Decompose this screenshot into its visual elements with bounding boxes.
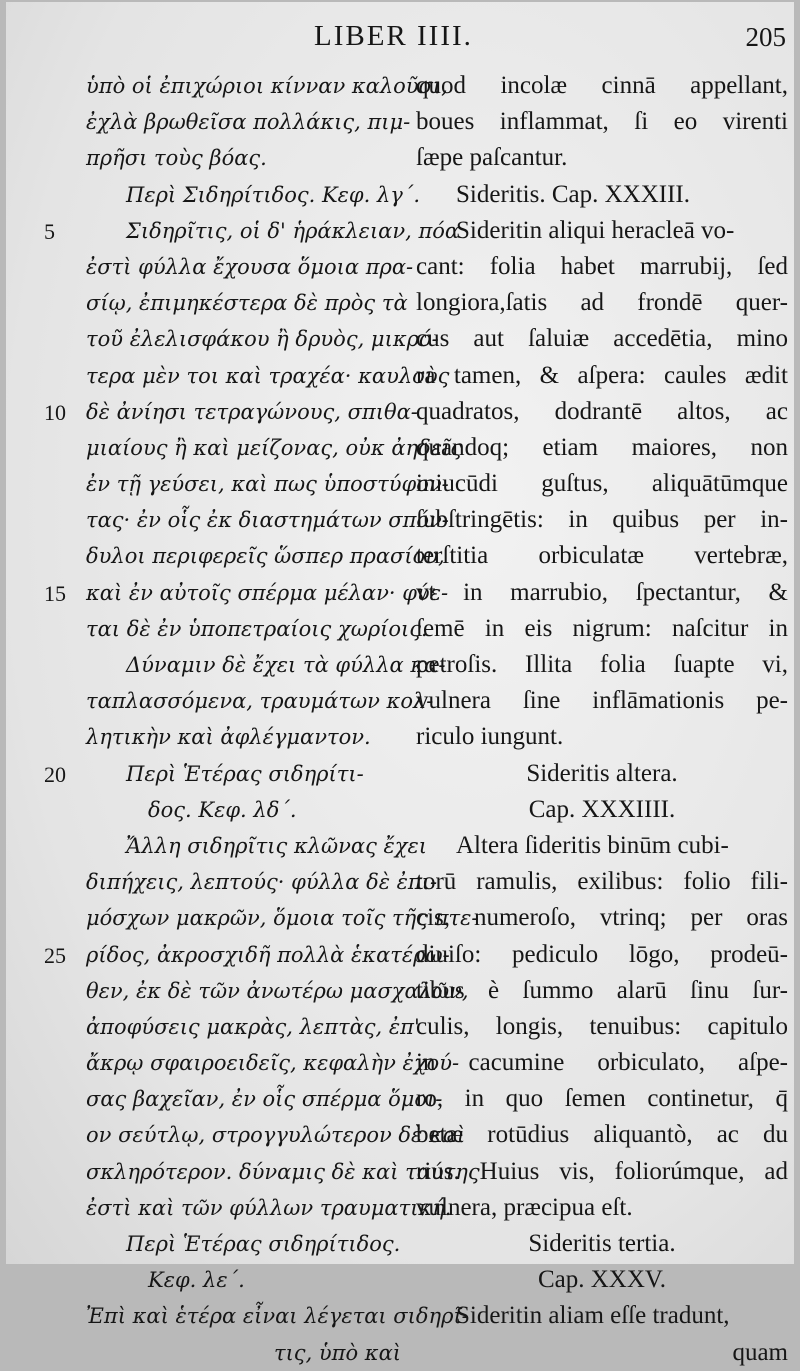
latin-text-line: quandoq; etiam maiores, non [416, 433, 788, 461]
page-header [6, 20, 794, 60]
latin-text-line: cant: folia habet marrubij, ſed [416, 252, 788, 280]
latin-text-line: Sideritin aliqui heracleā vo- [456, 216, 735, 244]
greek-text-line: ται δὲ ἐν ὑποπετραίοις χωρίοις. [86, 616, 428, 641]
greek-text-line: μόσχων μακρῶν, ὅμοια τοῖς τῆς πτε- [86, 906, 479, 931]
latin-text-line: torū ramulis, exilibus: folio fili- [416, 868, 788, 896]
greek-text-line: σας βαχεῖαν, ἐν οἷς σπέρμα ὅμοι- [86, 1087, 443, 1112]
greek-text-line: ὑπὸ οἱ ἐπιχώριοι κίνναν καλοῦσι, [86, 74, 448, 98]
margin-line-number: 20 [44, 761, 66, 787]
greek-text-line: σίῳ, ἐπιμηκέστερα δὲ πρὸς τὰ [86, 291, 408, 316]
latin-text-line: Sideritin aliam eſſe tradunt, [456, 1302, 730, 1330]
latin-text-line: diuiſo: pediculo lōgo, prodeū- [416, 940, 788, 968]
latin-text-line: petroſis. Illita folia ſuapte vi, [416, 651, 788, 678]
margin-line-number: 15 [44, 580, 66, 606]
latin-text-line: Sideritis altera. [526, 759, 678, 787]
greek-text-line: διπήχεις, λεπτούς· φύλλα δὲ ἐπι- [86, 870, 438, 895]
greek-text-line: Κεφ. λε΄. [148, 1268, 245, 1293]
greek-text-line: καὶ ἐν αὐτοῖς σπέρμα μέλαν· φύε- [86, 580, 449, 605]
greek-text-line: ἐστὶ φύλλα ἔχουσα ὅμοια πρα- [86, 254, 414, 279]
latin-text-line: culis, longis, tenuibus: capitulo [416, 1012, 788, 1040]
folio-number: 205 [745, 22, 786, 52]
latin-text-line: ſæpe paſcantur. [416, 144, 568, 172]
latin-text-line: betæ rotūdius aliquantò, ac du [416, 1121, 788, 1149]
greek-text-line: Δύναμιν δὲ ἔχει τὰ φύλλα κα- [126, 653, 446, 677]
greek-text-line: τερα μὲν τοι καὶ τραχέα· καυλοὺς [86, 363, 450, 388]
greek-text-line: σκληρότερον. δύναμις δὲ καὶ ταύτης [86, 1159, 480, 1184]
latin-text-line: ſubſtringētis: in quibus per in- [416, 506, 788, 534]
latin-text-line: vulnera ſine inflāmationis pe- [416, 687, 788, 715]
latin-text-line: cus aut ſaluiæ accedētia, mino [416, 325, 788, 353]
latin-text-line: vt in marrubio, ſpectantur, & [416, 578, 788, 606]
greek-text-line: ἀποφύσεις μακρὰς, λεπτὰς, ἐπ' [86, 1014, 420, 1039]
greek-text-line: τις, ὑπὸ καὶ [273, 1340, 401, 1365]
latin-text-line: terſtitia orbiculatæ vertebræ, [416, 542, 788, 570]
latin-text-line: ra tamen, & aſpera: caules ædit [416, 361, 788, 389]
margin-line-number: 5 [44, 218, 55, 244]
greek-text-line: Ἐπὶ καὶ ἑτέρα εἶναι λέγεται σιδηρῖ- [86, 1304, 469, 1329]
latin-text-line: iniucūdi guſtus, aliquātūmque [416, 470, 788, 498]
latin-text-line: quam [732, 1338, 788, 1366]
latin-text-line: Sideritis tertia. [528, 1230, 676, 1257]
greek-text-line: Περὶ Σιδηρίτιδος. Κεφ. λγ΄. [126, 182, 421, 207]
greek-text-line: Ἄλλη σιδηρῖτις κλῶνας ἔχει [126, 833, 428, 858]
margin-line-number: 25 [44, 942, 66, 968]
latin-text-line: quadratos, dodrantē altos, ac [416, 397, 788, 425]
latin-text-line: in cacumine orbiculato, aſpe- [416, 1049, 788, 1077]
greek-text-line: θεν, ἐκ δὲ τῶν ἀνωτέρω μασχαλῶν, [86, 978, 469, 1003]
greek-text-line: ον σεύτλῳ, στρογγυλώτερον δὲ καὶ [86, 1123, 466, 1148]
greek-text-line: ἐν τῇ γεύσει, καὶ πως ὑποστύφον- [86, 472, 449, 497]
latin-text-line: quod incolæ cinnā appellant, [416, 72, 788, 99]
greek-text-line: μιαίους ἢ καὶ μείζονας, οὐκ ἀηδεῖς [86, 435, 463, 460]
greek-text-line: ἐχλὰ βρωθεῖσα πολλάκις, πιμ- [86, 110, 411, 135]
latin-text-line: ſemē in eis nigrum: naſcitur in [416, 614, 788, 642]
greek-text-line: ρίδος, ἀκροσχιδῆ πολλὰ ἑκατέρω- [86, 942, 450, 967]
running-title: LIBER IIII. [314, 20, 473, 52]
greek-text-line: δὲ ἀνίησι τετραγώνους, σπιθα- [86, 399, 418, 424]
latin-text-line: cis, numeroſo, vtrinq; per oras [416, 904, 788, 932]
greek-text-line: τοῦ ἐλελισφάκου ἢ δρυὸς, μικρό- [86, 327, 439, 352]
latin-text-line: riculo iungunt. [416, 723, 564, 751]
greek-text-line: λητικὴν καὶ ἀφλέγμαντον. [86, 725, 371, 750]
latin-text-line: Sideritis. Cap. XXXIII. [456, 180, 690, 208]
greek-text-line: δος. Κεφ. λδ΄. [148, 797, 297, 822]
latin-text-line: Cap. XXXV. [537, 1266, 666, 1294]
latin-text-line: vulnera, præcipua eſt. [416, 1193, 633, 1221]
latin-text-line: longiora,ſatis ad frondē quer- [416, 289, 788, 317]
margin-line-number: 10 [44, 399, 66, 425]
greek-text-line: Περὶ Ἑτέρας σιδηρίτιδος. [126, 1232, 401, 1256]
latin-text-line: Cap. XXXIIII. [528, 795, 676, 823]
greek-text-line: δυλοι περιφερεῖς ὥσπερ πρασίου, [86, 544, 445, 569]
greek-text-line: Περὶ Ἑτέρας σιδηρίτι- [126, 761, 364, 786]
greek-text-line: Σιδηρῖτις, οἱ δ' ἡράκλειαν, πόα [126, 218, 460, 243]
latin-text-line: boues inflammat, ſi eo virenti [416, 108, 788, 136]
book-page [6, 2, 794, 1366]
greek-text-line: ἐστὶ καὶ τῶν φύλλων τραυματική. [86, 1195, 452, 1220]
latin-text-column [416, 68, 788, 1371]
latin-text-line: rius. Huius vis, foliorúmque, ad [416, 1157, 788, 1185]
latin-text-line: tibus è ſummo alarū ſinu ſur- [416, 976, 788, 1004]
greek-text-line: ἄκρῳ σφαιροειδεῖς, κεφαλὴν ἐχού- [86, 1051, 460, 1076]
latin-text-line: ro, in quo ſemen continetur, q̄ [416, 1085, 788, 1113]
greek-text-line: πρῆσι τοὺς βόας. [86, 146, 267, 171]
greek-text-column [86, 68, 480, 1371]
greek-text-line: ταπλασσόμενα, τραυμάτων κολ- [86, 689, 434, 714]
latin-text-line: Altera ſideritis binūm cubi- [456, 831, 729, 859]
greek-text-line: τας· ἐν οἷς ἐκ διαστημάτων σπόν- [86, 508, 449, 533]
